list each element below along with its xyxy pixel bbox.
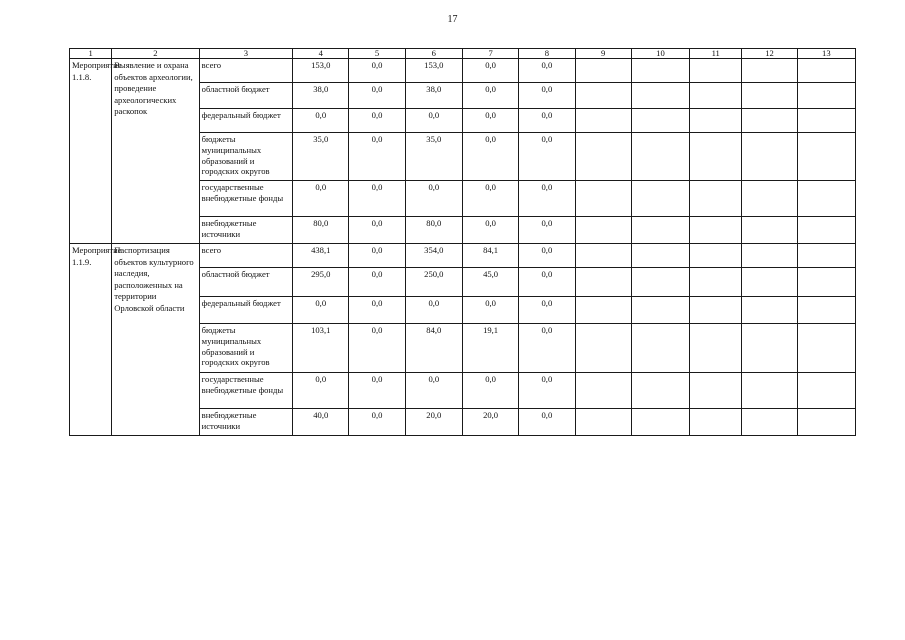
column-header: 13 [797,49,855,59]
value-cell: 0,0 [293,109,349,133]
empty-cell [742,133,797,181]
funding-source: федеральный бюджет [199,297,292,324]
value-cell: 0,0 [293,297,349,324]
column-header: 7 [462,49,518,59]
value-cell: 103,1 [293,324,349,373]
value-cell: 0,0 [519,133,575,181]
value-cell: 0,0 [519,268,575,297]
empty-cell [575,244,631,268]
column-header: 4 [293,49,349,59]
empty-cell [690,373,742,409]
value-cell: 0,0 [519,324,575,373]
value-cell: 153,0 [293,59,349,83]
value-cell: 354,0 [405,244,462,268]
budget-table [69,48,856,436]
value-cell: 35,0 [293,133,349,181]
value-cell: 45,0 [462,268,518,297]
empty-cell [631,268,689,297]
funding-source: всего [199,244,292,268]
value-cell: 35,0 [405,133,462,181]
column-number-row [70,49,856,59]
value-cell: 84,0 [405,324,462,373]
column-header: 8 [519,49,575,59]
value-cell: 0,0 [349,268,405,297]
empty-cell [690,59,742,83]
empty-cell [690,324,742,373]
value-cell: 20,0 [462,409,518,436]
empty-cell [690,268,742,297]
value-cell: 80,0 [405,217,462,244]
empty-cell [631,324,689,373]
value-cell: 20,0 [405,409,462,436]
empty-cell [631,133,689,181]
value-cell: 250,0 [405,268,462,297]
value-cell: 0,0 [519,59,575,83]
empty-cell [797,181,855,217]
table-row [70,59,856,83]
funding-source: федеральный бюджет [199,109,292,133]
column-header: 11 [690,49,742,59]
empty-cell [690,133,742,181]
empty-cell [742,409,797,436]
empty-cell [742,268,797,297]
value-cell: 0,0 [293,373,349,409]
value-cell: 0,0 [349,83,405,109]
empty-cell [742,181,797,217]
empty-cell [797,409,855,436]
value-cell: 0,0 [519,244,575,268]
empty-cell [742,83,797,109]
column-header: 10 [631,49,689,59]
empty-cell [797,324,855,373]
empty-cell [690,109,742,133]
funding-source: государственные внебюджетные фонды [199,373,292,409]
value-cell: 0,0 [405,373,462,409]
empty-cell [742,324,797,373]
column-header: 1 [70,49,112,59]
empty-cell [797,373,855,409]
empty-cell [631,181,689,217]
value-cell: 0,0 [462,83,518,109]
empty-cell [631,217,689,244]
empty-cell [631,409,689,436]
empty-cell [690,297,742,324]
empty-cell [631,244,689,268]
measure-code: Мероприятие 1.1.8. [70,59,112,244]
value-cell: 0,0 [462,109,518,133]
empty-cell [575,373,631,409]
value-cell: 0,0 [349,409,405,436]
column-header: 5 [349,49,405,59]
value-cell: 0,0 [405,297,462,324]
empty-cell [575,268,631,297]
value-cell: 40,0 [293,409,349,436]
value-cell: 0,0 [462,133,518,181]
value-cell: 153,0 [405,59,462,83]
value-cell: 0,0 [519,373,575,409]
empty-cell [631,59,689,83]
funding-source: государственные внебюджетные фонды [199,181,292,217]
value-cell: 0,0 [405,181,462,217]
empty-cell [797,59,855,83]
empty-cell [575,133,631,181]
value-cell: 0,0 [349,109,405,133]
funding-source: бюджеты муниципальных образований и городских округов [199,133,292,181]
value-cell: 0,0 [349,59,405,83]
empty-cell [742,217,797,244]
value-cell: 0,0 [349,297,405,324]
value-cell: 38,0 [293,83,349,109]
empty-cell [742,244,797,268]
table-row [70,244,856,268]
value-cell: 0,0 [519,409,575,436]
empty-cell [742,59,797,83]
value-cell: 0,0 [405,109,462,133]
column-header: 2 [112,49,199,59]
empty-cell [575,409,631,436]
funding-source: областной бюджет [199,268,292,297]
empty-cell [631,297,689,324]
value-cell: 0,0 [462,59,518,83]
value-cell: 438,1 [293,244,349,268]
empty-cell [575,83,631,109]
value-cell: 0,0 [349,244,405,268]
empty-cell [575,59,631,83]
funding-source: всего [199,59,292,83]
empty-cell [797,244,855,268]
empty-cell [690,409,742,436]
page-number: 17 [447,14,458,25]
empty-cell [797,109,855,133]
empty-cell [742,109,797,133]
empty-cell [690,217,742,244]
empty-cell [797,133,855,181]
empty-cell [575,217,631,244]
value-cell: 38,0 [405,83,462,109]
value-cell: 84,1 [462,244,518,268]
empty-cell [690,83,742,109]
value-cell: 0,0 [349,324,405,373]
value-cell: 0,0 [349,373,405,409]
value-cell: 19,1 [462,324,518,373]
value-cell: 0,0 [519,83,575,109]
empty-cell [631,109,689,133]
value-cell: 0,0 [349,217,405,244]
empty-cell [797,83,855,109]
column-header: 9 [575,49,631,59]
funding-source: бюджеты муниципальных образований и городских округов [199,324,292,373]
value-cell: 0,0 [349,133,405,181]
empty-cell [575,109,631,133]
empty-cell [690,181,742,217]
empty-cell [742,373,797,409]
value-cell: 0,0 [519,109,575,133]
value-cell: 295,0 [293,268,349,297]
value-cell: 0,0 [462,181,518,217]
value-cell: 0,0 [462,217,518,244]
empty-cell [797,217,855,244]
empty-cell [631,373,689,409]
funding-source: внебюджетные источники [199,409,292,436]
measure-code: Мероприятие 1.1.9. [70,244,112,436]
value-cell: 0,0 [349,181,405,217]
value-cell: 0,0 [293,181,349,217]
empty-cell [631,83,689,109]
empty-cell [742,297,797,324]
value-cell: 0,0 [519,297,575,324]
value-cell: 0,0 [519,181,575,217]
value-cell: 80,0 [293,217,349,244]
value-cell: 0,0 [462,373,518,409]
empty-cell [575,324,631,373]
column-header: 12 [742,49,797,59]
empty-cell [797,297,855,324]
empty-cell [797,268,855,297]
column-header: 6 [405,49,462,59]
empty-cell [575,297,631,324]
funding-source: областной бюджет [199,83,292,109]
empty-cell [690,244,742,268]
value-cell: 0,0 [462,297,518,324]
column-header: 3 [199,49,292,59]
measure-title: Выявление и охрана объектов археологии, проведение археологических раскопок [112,59,199,244]
value-cell: 0,0 [519,217,575,244]
measure-title: Паспортизация объектов культурного наследия, расположенных на территории Орловской области [112,244,199,436]
empty-cell [575,181,631,217]
funding-source: внебюджетные источники [199,217,292,244]
